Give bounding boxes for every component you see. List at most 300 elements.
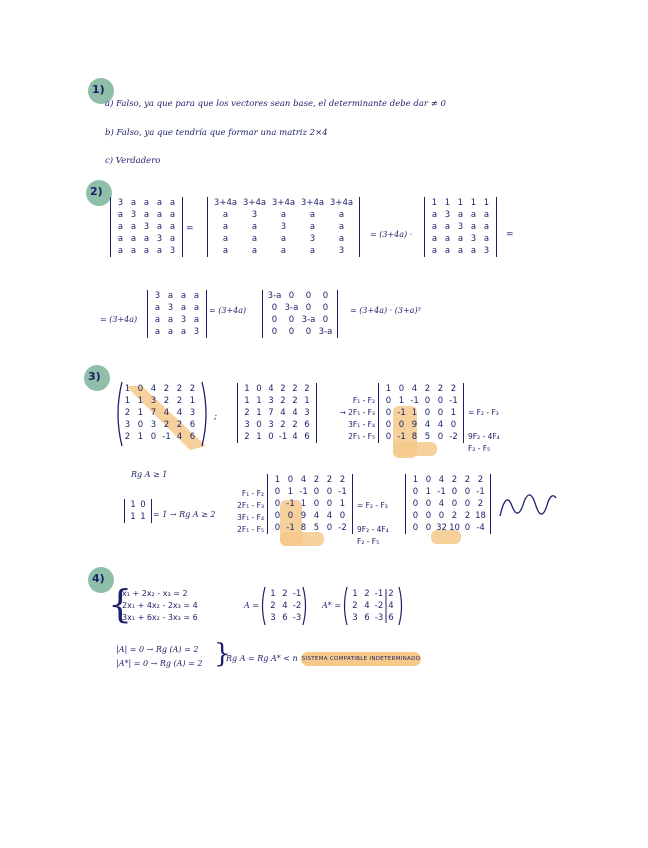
ex3-C1-cell: 4 bbox=[313, 511, 320, 521]
ex2-m3-cell: a bbox=[470, 246, 477, 256]
ex2-m2-cell: a bbox=[309, 210, 316, 220]
ex3-b2-highlight-row bbox=[393, 442, 437, 456]
ex2-m3-cell: a bbox=[457, 246, 464, 256]
ex3-B1-cell: 2 bbox=[244, 408, 250, 418]
ex2-m1-row bbox=[114, 221, 179, 233]
ex2-m5-cell: 3-a bbox=[301, 315, 316, 325]
ex3-B2-row bbox=[382, 395, 460, 407]
ex3-B1-cell: 2 bbox=[292, 384, 298, 394]
ex3-op bbox=[357, 512, 405, 524]
ex3-B2-cell: 0 bbox=[398, 420, 405, 430]
ex2-m3-cell: a bbox=[431, 210, 438, 220]
ex3-C1-row bbox=[271, 510, 349, 522]
ex3-op: 3F₁ - F₄ bbox=[348, 420, 375, 429]
ex2-m4-row bbox=[151, 326, 203, 338]
ex3-B2-cell: 0 bbox=[437, 396, 444, 406]
ex2-m1-cell: a bbox=[117, 210, 124, 220]
ex3-C1-cell: 0 bbox=[313, 499, 320, 509]
ex2-m2-cell: 3+4a bbox=[329, 198, 354, 208]
ex3-matrix-B1 bbox=[237, 383, 317, 443]
ex3-B1-cell: -1 bbox=[278, 432, 288, 442]
ex3-C2-cell: 0 bbox=[412, 499, 419, 509]
ex3-C2-row bbox=[409, 510, 487, 522]
ex3-op: 3F₁ - F₄ bbox=[237, 513, 264, 522]
ex3-B2-cell: 1 bbox=[398, 396, 405, 406]
ex3-minor-row bbox=[128, 511, 148, 523]
ex3-A-cell: 7 bbox=[150, 408, 157, 418]
ex3-A-cell: 0 bbox=[137, 384, 144, 394]
ex4-equation-2: 2x₁ + 4x₂ - 2x₃ = 4 bbox=[122, 601, 198, 610]
ex3-B2-cell: 4 bbox=[437, 420, 444, 430]
ex2-m3-cell: a bbox=[444, 222, 451, 232]
ex2-m4-cell: a bbox=[193, 315, 200, 325]
ex3-A-cell: 0 bbox=[137, 420, 144, 430]
ex3-B1-cell: 2 bbox=[244, 432, 250, 442]
ex3-B2-cell: 4 bbox=[411, 384, 418, 394]
ex3-C1-cell: 0 bbox=[287, 511, 294, 521]
ex2-m2-row bbox=[211, 221, 356, 233]
ex3-B2-cell: 2 bbox=[424, 384, 431, 394]
ex1-answer-c: c) Verdadero bbox=[105, 156, 161, 166]
ex3-C1-cell: 2 bbox=[326, 475, 333, 485]
ex3-C1-cell: 0 bbox=[326, 523, 333, 533]
ex3-C1-cell: 0 bbox=[274, 487, 281, 497]
ex3-C2-cell: 0 bbox=[438, 511, 445, 521]
ex3-B1-cell: 1 bbox=[244, 384, 250, 394]
ex3-C2-cell: 2 bbox=[451, 475, 458, 485]
ex3-C1-cell: 2 bbox=[339, 475, 346, 485]
ex3-C1-cell: 5 bbox=[313, 523, 320, 533]
ex4-det-1: |A| = 0 → Rg (A) = 2 bbox=[116, 645, 199, 654]
ex3-B1-cell: 4 bbox=[268, 384, 274, 394]
ex2-m1-cell: a bbox=[117, 222, 124, 232]
ex3-A-cell: 1 bbox=[137, 432, 144, 442]
ex2-m2-row bbox=[211, 245, 356, 257]
ex2-m3-cell: a bbox=[483, 210, 490, 220]
ex4-Aext-cell: 2 bbox=[388, 589, 394, 599]
ex2-result: = (3+4a) · (3+a)³ bbox=[350, 306, 421, 315]
ex2-m1-cell: a bbox=[117, 246, 124, 256]
ex3-row-ops-4 bbox=[357, 500, 405, 548]
ex2-matrix-3 bbox=[424, 197, 497, 257]
ex2-m1-cell: 3 bbox=[156, 234, 163, 244]
ex2-m5-cell: 0 bbox=[271, 315, 278, 325]
ex3-matrix-C1 bbox=[267, 474, 353, 534]
ex4-matrix-A-parens bbox=[260, 586, 308, 626]
ex3-A-cell: 3 bbox=[150, 420, 157, 430]
ex2-m4-cell: a bbox=[180, 291, 187, 301]
ex2-m2-cell: a bbox=[251, 246, 258, 256]
ex3-C1-cell: 0 bbox=[326, 487, 333, 497]
ex4-A-cell: 3 bbox=[270, 613, 276, 623]
ex2-m2-cell: a bbox=[338, 234, 345, 244]
ex3-B2-cell: 2 bbox=[450, 384, 457, 394]
ex3-C2-cell: 0 bbox=[412, 487, 419, 497]
ex2-m2-cell: a bbox=[280, 246, 287, 256]
ex3-B1-cell: 1 bbox=[256, 432, 262, 442]
ex2-m3-cell: a bbox=[457, 234, 464, 244]
ex3-op: = F₂ - F₃ bbox=[468, 408, 499, 417]
ex3-B2-cell: 1 bbox=[450, 408, 457, 418]
ex2-m1-cell: a bbox=[143, 234, 150, 244]
ex3-C1-cell: 0 bbox=[274, 511, 281, 521]
ex2-m1-cell: a bbox=[156, 246, 163, 256]
ex3-B1-cell: 0 bbox=[268, 432, 274, 442]
ex3-C2-cell: 4 bbox=[438, 475, 445, 485]
ex3-C1-cell: 1 bbox=[300, 499, 307, 509]
ex3-C2-cell: 32 bbox=[436, 523, 447, 533]
ex3-B1-cell: 3 bbox=[244, 420, 250, 430]
ex2-m2-cell: a bbox=[309, 222, 316, 232]
ex3-B2-cell: 0 bbox=[398, 384, 405, 394]
ex3-C2-row bbox=[409, 474, 487, 486]
ex2-m4-cell: a bbox=[167, 315, 174, 325]
ex2-m1-cell: a bbox=[169, 198, 176, 208]
ex3-C2-cell: 0 bbox=[451, 487, 458, 497]
ex3-B1-cell: 1 bbox=[256, 396, 262, 406]
ex3-A-cell: 0 bbox=[150, 432, 157, 442]
ex3-row-ops-3 bbox=[222, 488, 264, 536]
ex4-Aext-cell: 4 bbox=[388, 601, 394, 611]
ex2-m5-cell: 3-a bbox=[267, 291, 282, 301]
ex3-B1-cell: 4 bbox=[280, 408, 286, 418]
ex2-m1-cell: a bbox=[143, 210, 150, 220]
ex3-B1-cell: 6 bbox=[304, 432, 310, 442]
ex3-B2-cell: 0 bbox=[437, 408, 444, 418]
ex2-m5-row bbox=[266, 290, 334, 302]
ex3-C2-cell: 10 bbox=[449, 523, 460, 533]
ex3-C2-cell: 2 bbox=[477, 475, 484, 485]
ex2-m3-cell: a bbox=[457, 210, 464, 220]
ex3-B1-cell: 0 bbox=[256, 420, 262, 430]
ex3-c1-highlight-row bbox=[280, 532, 324, 546]
exercise-2-number: 2) bbox=[90, 185, 103, 198]
ex2-m3-cell: a bbox=[470, 222, 477, 232]
ex2-m4-row bbox=[151, 302, 203, 314]
ex2-m5-cell: 0 bbox=[322, 315, 329, 325]
ex3-B1-cell: 2 bbox=[280, 420, 286, 430]
ex2-equals-1: = bbox=[186, 224, 194, 234]
ex3-C1-cell: 9 bbox=[300, 511, 307, 521]
ex3-A-cell: 1 bbox=[124, 396, 131, 406]
ex2-m3-cell: a bbox=[431, 246, 438, 256]
ex2-m5-cell: 0 bbox=[305, 327, 312, 337]
ex3-C2-cell: 4 bbox=[438, 499, 445, 509]
ex2-matrix-2 bbox=[207, 197, 360, 257]
ex2-m1-row bbox=[114, 245, 179, 257]
ex3-C2-cell: 2 bbox=[464, 511, 471, 521]
ex3-op: = F₂ - F₃ bbox=[357, 501, 388, 510]
ex3-A-cell: 2 bbox=[163, 420, 170, 430]
ex3-A-cell: 2 bbox=[163, 384, 170, 394]
ex3-C2-cell: 2 bbox=[451, 511, 458, 521]
ex3-C2-cell: 0 bbox=[425, 499, 432, 509]
ex3-C1-cell: 1 bbox=[287, 487, 294, 497]
ex2-m2-cell: a bbox=[222, 210, 229, 220]
ex4-result-badge: SISTEMA COMPATIBLE INDETERMINADO bbox=[301, 652, 421, 666]
ex2-m5-cell: 3-a bbox=[284, 303, 299, 313]
ex3-rank-1: Rg A ≥ 1 bbox=[131, 470, 168, 479]
ex3-B1-cell: 7 bbox=[268, 408, 274, 418]
ex3-op: → 2F₁ - F₃ bbox=[339, 408, 375, 417]
ex3-op: 2F₁ - F₅ bbox=[237, 525, 264, 534]
ex2-m2-cell: a bbox=[251, 234, 258, 244]
ex3-B2-cell: 0 bbox=[437, 432, 444, 442]
ex2-m2-cell: a bbox=[222, 234, 229, 244]
ex3-C2-cell: 0 bbox=[464, 487, 471, 497]
ex3-minor-cell: 1 bbox=[130, 512, 136, 522]
ex2-m5-cell: 0 bbox=[322, 291, 329, 301]
ex4-Aext-cell: 4 bbox=[364, 601, 370, 611]
ex2-m3-row bbox=[428, 245, 493, 257]
ex4-Aext-cell: -2 bbox=[374, 601, 384, 611]
ex3-C2-row bbox=[409, 498, 487, 510]
ex3-A-cell: 2 bbox=[176, 384, 183, 394]
ex3-op: 2F₁ - F₃ bbox=[237, 501, 264, 510]
ex2-m4-cell: a bbox=[193, 291, 200, 301]
ex3-B1-cell: 1 bbox=[256, 408, 262, 418]
ex3-A-cell: 6 bbox=[189, 432, 196, 442]
ex2-m2-cell: a bbox=[280, 210, 287, 220]
ex4-Aext-cell: -3 bbox=[374, 613, 384, 623]
ex3-A-cell: 2 bbox=[163, 396, 170, 406]
ex3-C2-cell: -1 bbox=[476, 487, 485, 497]
ex3-B2-cell: -1 bbox=[397, 408, 406, 418]
ex1-answer-a: a) Falso, ya que para que los vectores sean base, el determinante debe dar ≠ 0 bbox=[105, 99, 446, 109]
ex4-A-cell: -2 bbox=[292, 601, 302, 611]
ex3-C1-row bbox=[271, 486, 349, 498]
ex3-op: F₂ - F₅ bbox=[468, 444, 491, 453]
ex3-minor-cell: 1 bbox=[140, 512, 146, 522]
ex3-A-cell: 3 bbox=[189, 408, 196, 418]
ex2-m3-row bbox=[428, 233, 493, 245]
ex2-m5-cell: 0 bbox=[288, 315, 295, 325]
ex3-C1-cell: -1 bbox=[286, 499, 295, 509]
ex2-m2-cell: 3+4a bbox=[242, 198, 267, 208]
ex3-C1-row bbox=[271, 474, 349, 486]
ex2-m2-cell: 3 bbox=[338, 246, 345, 256]
ex3-semicolon: ; bbox=[214, 412, 218, 422]
ex2-m3-cell: a bbox=[483, 222, 490, 232]
ex3-A-cell: 4 bbox=[176, 408, 183, 418]
ex2-m2-row bbox=[211, 233, 356, 245]
ex3-A-cell: 1 bbox=[137, 396, 144, 406]
ex3-C2-cell: 0 bbox=[425, 511, 432, 521]
ex2-m2-cell: a bbox=[251, 222, 258, 232]
ex3-B2-cell: 4 bbox=[424, 420, 431, 430]
ex4-Aext-cell: 2 bbox=[352, 601, 358, 611]
ex4-equation-3: 3x₁ + 6x₂ - 3x₃ = 6 bbox=[122, 613, 198, 622]
ex3-matrix-C2 bbox=[405, 474, 491, 534]
ex2-m1-cell: a bbox=[130, 234, 137, 244]
ex2-m1-cell: a bbox=[143, 198, 150, 208]
ex3-A-cell: 1 bbox=[189, 396, 196, 406]
ex3-C2-cell: 0 bbox=[412, 523, 419, 533]
ex2-m1-cell: a bbox=[169, 222, 176, 232]
ex2-m3-cell: a bbox=[444, 246, 451, 256]
ex3-rank-2: = 1 → Rg A ≥ 2 bbox=[153, 510, 216, 519]
ex3-op: 9F₂ - 4F₄ bbox=[468, 432, 500, 441]
ex3-C1-row bbox=[271, 498, 349, 510]
ex2-m5-cell: 0 bbox=[271, 303, 278, 313]
ex2-m4-cell: 3 bbox=[193, 327, 200, 337]
ex3-B1-row bbox=[241, 407, 313, 419]
exercise-4-number: 4) bbox=[92, 572, 105, 585]
ex3-C2-cell: 0 bbox=[425, 523, 432, 533]
ex3-B1-cell: 0 bbox=[256, 384, 262, 394]
ex3-A-cell: 4 bbox=[150, 384, 157, 394]
ex3-B2-row bbox=[382, 419, 460, 431]
ex2-m1-cell: a bbox=[130, 246, 137, 256]
ex2-m2-cell: a bbox=[280, 234, 287, 244]
ex3-B2-cell: 0 bbox=[450, 420, 457, 430]
ex2-m5-cell: 0 bbox=[271, 327, 278, 337]
ex2-m5-cell: 0 bbox=[288, 327, 295, 337]
ex3-B2-cell: 1 bbox=[411, 408, 418, 418]
ex4-equation-1: x₁ + 2x₂ - x₃ = 2 bbox=[122, 589, 188, 598]
ex3-row-ops-1 bbox=[317, 395, 375, 443]
ex3-B2-cell: 8 bbox=[411, 432, 418, 442]
ex2-m1-cell: a bbox=[117, 234, 124, 244]
ex4-A-cell: 2 bbox=[270, 601, 276, 611]
ex2-m2-cell: 3+4a bbox=[271, 198, 296, 208]
ex2-m4-cell: 3 bbox=[180, 315, 187, 325]
ex4-A-cell: -1 bbox=[292, 589, 302, 599]
ex4-Aext-cell: 6 bbox=[388, 613, 394, 623]
ex4-system-brace: { bbox=[108, 582, 133, 626]
ex4-Aext-cell: -1 bbox=[374, 589, 384, 599]
ex2-m1-cell: a bbox=[169, 234, 176, 244]
ex3-C1-row bbox=[271, 522, 349, 534]
ex3-C1-cell: 1 bbox=[274, 475, 281, 485]
ex3-C2-cell: 18 bbox=[475, 511, 486, 521]
ex2-matrix-5 bbox=[262, 290, 338, 338]
ex2-m1-cell: a bbox=[156, 198, 163, 208]
ex3-B2-cell: -2 bbox=[449, 432, 458, 442]
wave-doodle bbox=[498, 488, 558, 524]
ex3-A-cell: 2 bbox=[124, 408, 131, 418]
ex2-m4-cell: a bbox=[180, 327, 187, 337]
ex2-m2-cell: 3 bbox=[280, 222, 287, 232]
ex3-B1-cell: 3 bbox=[304, 408, 310, 418]
ex2-m3-cell: a bbox=[431, 234, 438, 244]
ex2-m2-cell: a bbox=[222, 246, 229, 256]
ex3-A-cell: 2 bbox=[176, 420, 183, 430]
ex4-Aext-cell: 1 bbox=[352, 589, 358, 599]
ex3-A-cell: 3 bbox=[150, 396, 157, 406]
ex2-m1-row bbox=[114, 233, 179, 245]
ex2-m5-cell: 0 bbox=[305, 303, 312, 313]
ex2-m4-cell: a bbox=[154, 303, 161, 313]
ex3-C1-cell: 0 bbox=[326, 499, 333, 509]
ex2-m3-cell: 1 bbox=[483, 198, 490, 208]
ex3-C2-cell: 0 bbox=[451, 499, 458, 509]
ex3-A-cell: 2 bbox=[189, 384, 196, 394]
ex2-m5-row bbox=[266, 302, 334, 314]
ex1-answer-b: b) Falso, ya que tendría que formar una matriz 2×4 bbox=[105, 128, 328, 138]
ex4-system bbox=[122, 588, 198, 624]
ex2-m4-row bbox=[151, 314, 203, 326]
ex4-Aext-label: A* = bbox=[322, 601, 342, 610]
ex4-A-cell: -3 bbox=[292, 613, 302, 623]
ex3-B1-row bbox=[241, 431, 313, 443]
ex4-A-cell: 4 bbox=[282, 601, 288, 611]
ex3-B2-cell: 0 bbox=[385, 396, 392, 406]
ex3-C1-cell: 0 bbox=[274, 499, 281, 509]
ex3-B1-cell: 1 bbox=[304, 396, 310, 406]
ex2-m1-row bbox=[114, 209, 179, 221]
ex2-m5-row bbox=[266, 326, 334, 338]
ex2-m1-cell: 3 bbox=[169, 246, 176, 256]
ex3-B1-cell: 2 bbox=[304, 384, 310, 394]
ex3-B2-cell: 9 bbox=[411, 420, 418, 430]
ex2-m4-cell: 3 bbox=[167, 303, 174, 313]
ex2-m5-row bbox=[266, 314, 334, 326]
ex3-B2-row bbox=[382, 383, 460, 395]
ex2-m2-row bbox=[211, 209, 356, 221]
ex3-B1-cell: 2 bbox=[292, 396, 298, 406]
ex4-A-cell: 1 bbox=[270, 589, 276, 599]
ex3-B1-cell: 4 bbox=[292, 408, 298, 418]
ex2-m1-cell: 3 bbox=[117, 198, 124, 208]
ex3-C1-cell: -1 bbox=[299, 487, 308, 497]
ex2-m1-cell: a bbox=[156, 222, 163, 232]
ex2-m2-cell: 3+4a bbox=[300, 198, 325, 208]
ex3-B2-cell: -1 bbox=[410, 396, 419, 406]
ex3-A-cell: -1 bbox=[162, 432, 171, 442]
ex2-m2-cell: 3 bbox=[251, 210, 258, 220]
ex2-m3-cell: 1 bbox=[431, 198, 438, 208]
ex4-close-brace: } bbox=[214, 639, 231, 669]
ex2-m1-cell: a bbox=[130, 222, 137, 232]
ex2-m3-row bbox=[428, 221, 493, 233]
ex2-m3-cell: 3 bbox=[483, 246, 490, 256]
ex3-B1-cell: 1 bbox=[244, 396, 250, 406]
ex3-C2-cell: 0 bbox=[464, 523, 471, 533]
ex2-m4-cell: a bbox=[154, 315, 161, 325]
ex3-B2-cell: -1 bbox=[397, 432, 406, 442]
ex2-m1-cell: a bbox=[169, 210, 176, 220]
ex3-row-ops-2 bbox=[468, 407, 516, 455]
ex3-C1-cell: 0 bbox=[339, 511, 346, 521]
ex2-matrix-4 bbox=[147, 290, 207, 338]
ex3-C1-cell: 1 bbox=[339, 499, 346, 509]
ex3-matrix-B2 bbox=[378, 383, 464, 443]
ex4-conclusion: Rg A = Rg A* < n bbox=[226, 654, 298, 663]
ex2-m1-cell: 3 bbox=[143, 222, 150, 232]
ex4-Aext-cell: 6 bbox=[364, 613, 370, 623]
ex3-B1-cell: 6 bbox=[304, 420, 310, 430]
ex3-B1-row bbox=[241, 395, 313, 407]
ex2-m3-row bbox=[428, 197, 493, 209]
ex2-line2-prefix: = (3+4a) bbox=[100, 315, 138, 324]
ex2-m3-cell: 3 bbox=[444, 210, 451, 220]
ex2-m3-cell: 1 bbox=[457, 198, 464, 208]
ex3-minor-cell: 0 bbox=[140, 500, 146, 510]
ex3-B1-cell: 2 bbox=[292, 420, 298, 430]
ex3-B1-cell: 3 bbox=[268, 396, 274, 406]
ex2-factor-2: = (3+4a) bbox=[209, 306, 247, 315]
ex3-B2-row bbox=[382, 431, 460, 443]
ex3-B2-cell: -1 bbox=[449, 396, 458, 406]
ex4-A-cell: 2 bbox=[282, 589, 288, 599]
ex3-A-cell: 1 bbox=[137, 408, 144, 418]
ex3-B1-row bbox=[241, 419, 313, 431]
ex2-m5-cell: 0 bbox=[322, 303, 329, 313]
ex3-A-cell: 2 bbox=[176, 396, 183, 406]
ex3-minor-row bbox=[128, 499, 148, 511]
ex3-C1-cell: 4 bbox=[300, 475, 307, 485]
